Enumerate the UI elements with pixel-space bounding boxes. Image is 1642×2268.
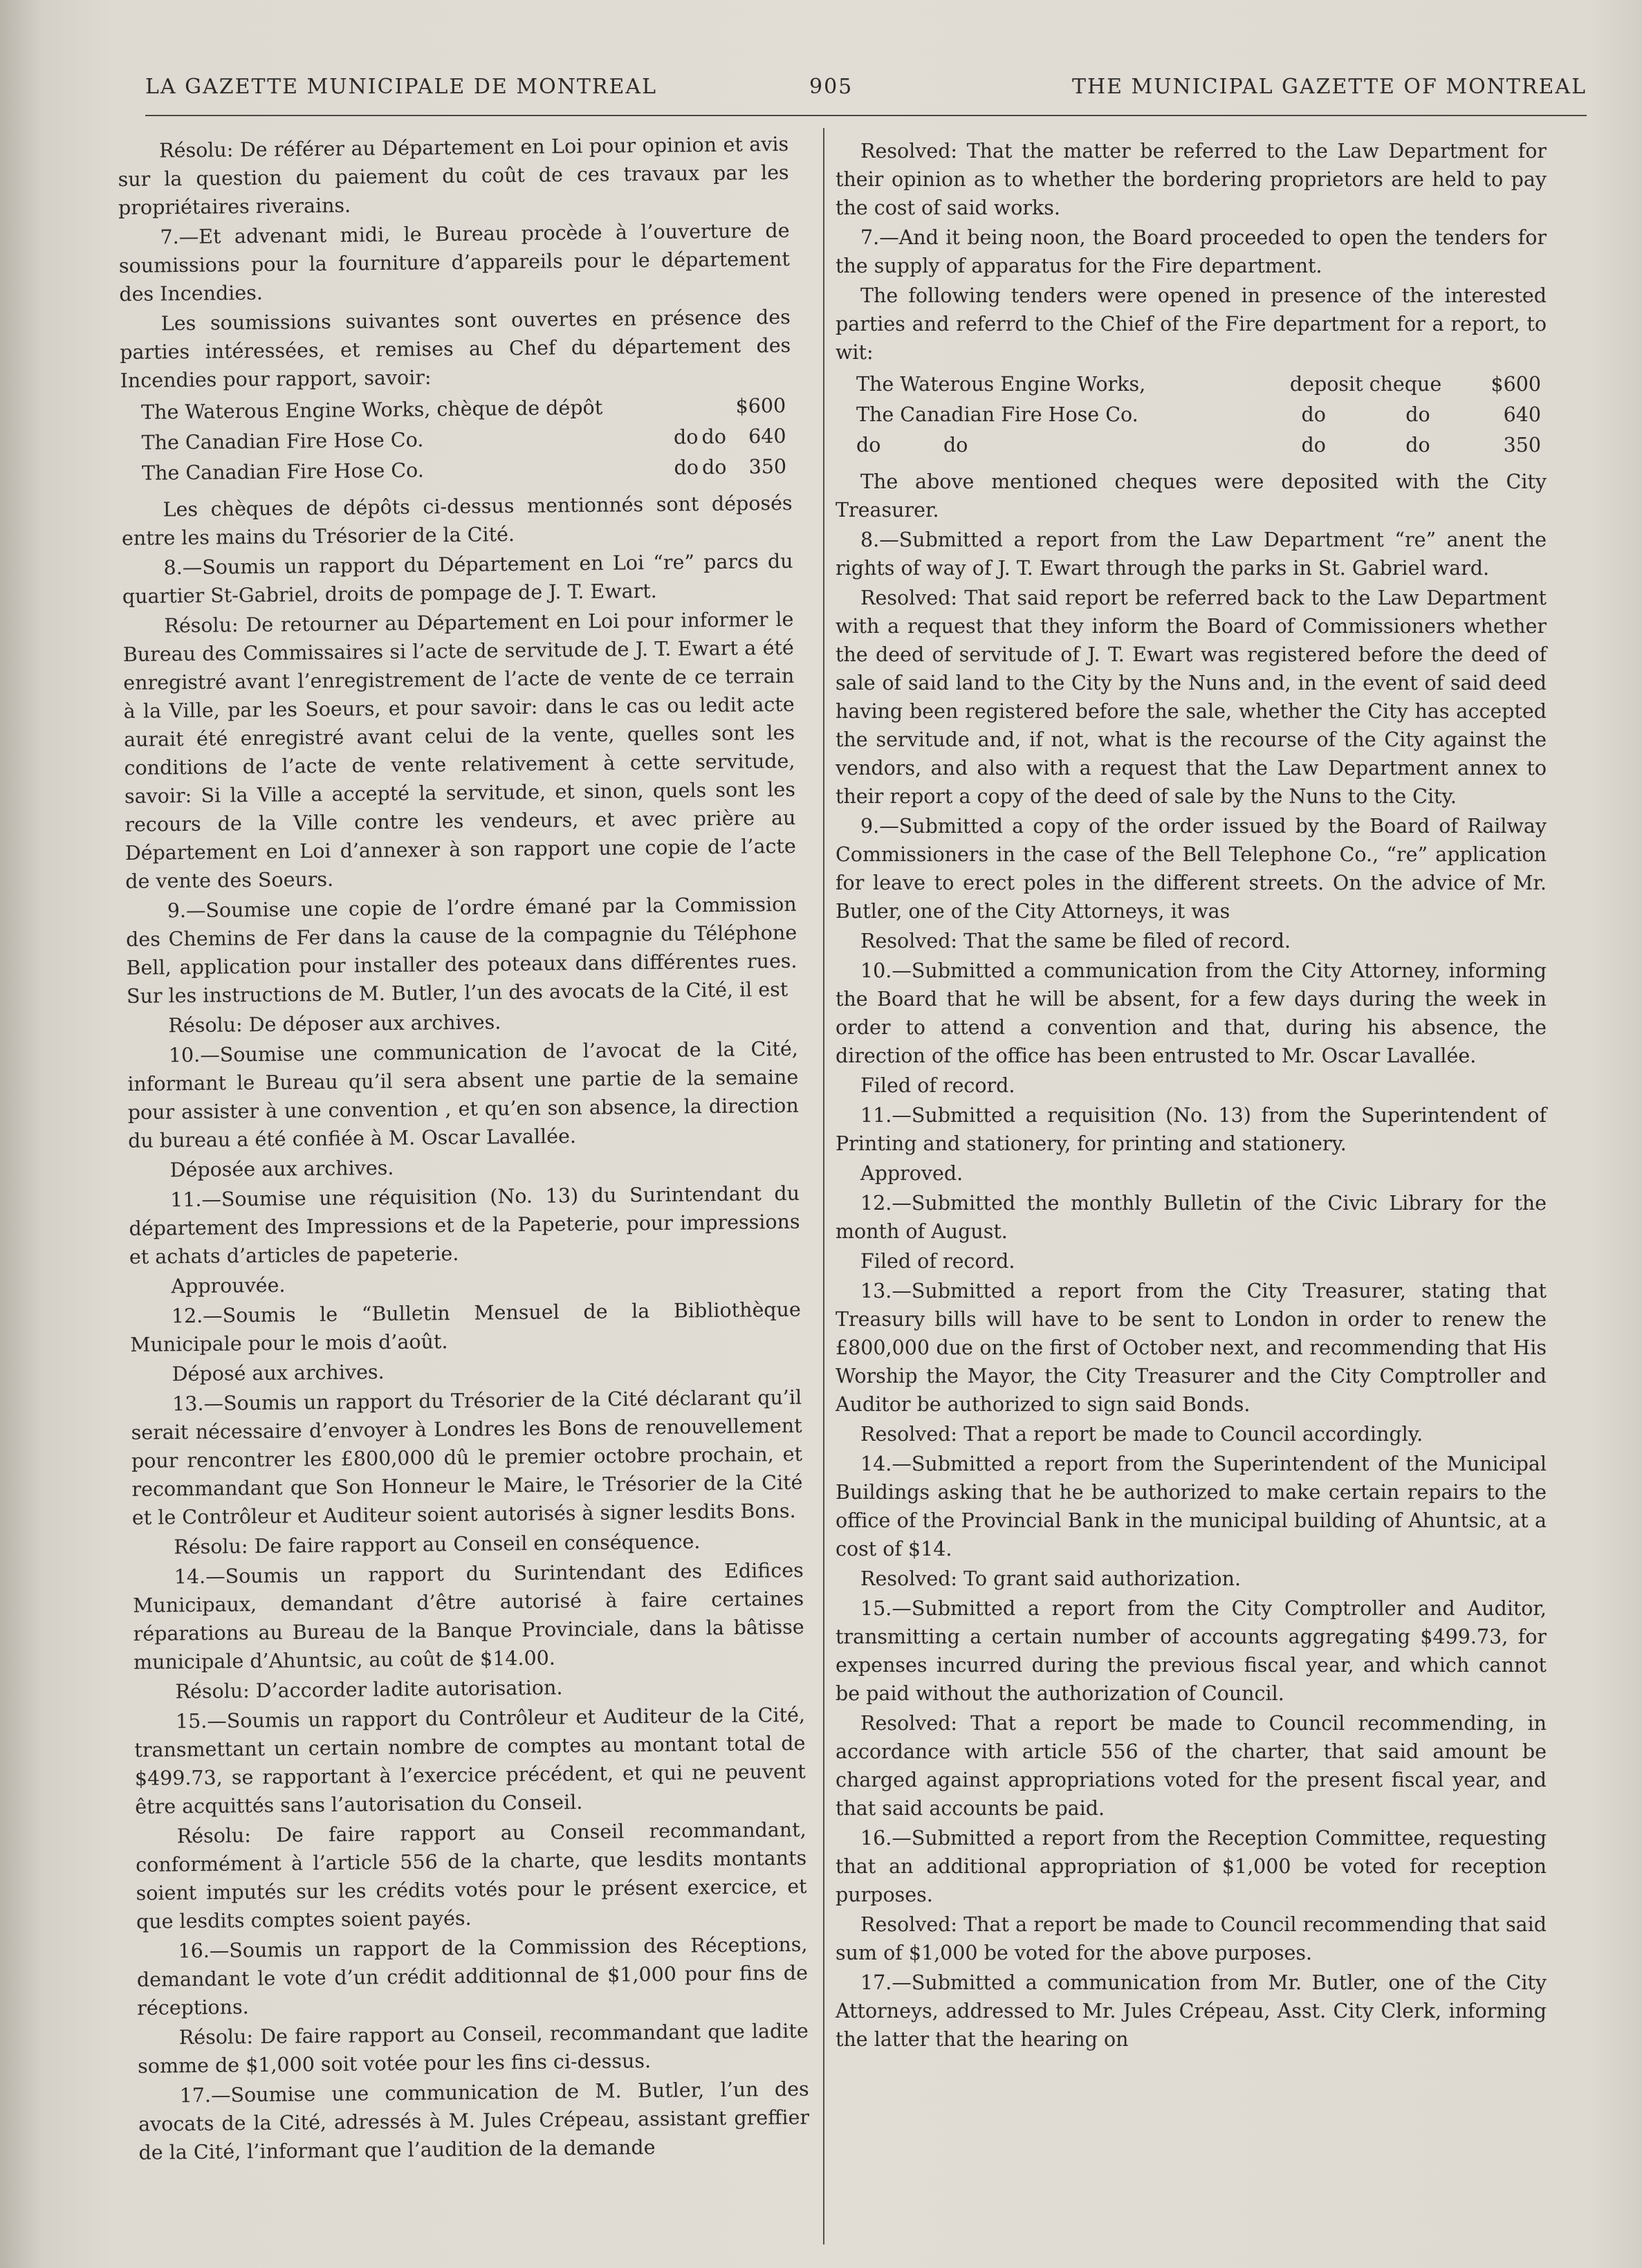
tender-name: The Canadian Fire Hose Co. (856, 403, 1138, 426)
paragraph: 7.—Et advenant midi, le Bureau procède à l’ouverture de soumissions pour la fourniture d’appareils pour le département des Incendies. (118, 219, 791, 306)
paragraph: 9.—Submitted a copy of the order issued by the Board of Railway Commissioners in the case of the Bell Telephone Co., “re” application for leave to erect poles in the different streets. On the advice of Mr. Butler, one of the City Attorneys, it was (836, 815, 1547, 923)
paragraph: Résolu: D’accorder ladite autorisation. (175, 1676, 563, 1704)
paragraph: Résolu: De retourner au Département en Loi pour informer le Bureau des Commissaires si l’acte de servitude de J. T. Ewart a été enregistré avant l’enregistrement de l’acte de vente de ce terrain à la Ville, par les Soeurs, et pour savoir: dans le cas ou ledit acte aurait été enregistré avant celui de la vente, quelles sont les conditions de l’acte de vente relativement à cette servitude, savoir: Si la Ville a accepté la servitude, et sinon, quels sont les recours de la Ville contre les vendeurs, et avec prière au Département en Loi d’annexer à son rapport une copie de l’acte de vente des Soeurs. (122, 607, 796, 893)
paragraph: Les chèques de dépôts ci-dessus mentionnés sont déposés entre les mains du Trésorier de la Cité. (121, 491, 793, 550)
paragraph: 11.—Submitted a requisition (No. 13) from the Superintendent of Printing and stationery, for printing and stationery. (836, 1104, 1547, 1155)
table-row: The Waterous Engine Works, deposit cheque $600 (836, 369, 1547, 400)
paragraph: 8.—Soumis un rapport du Département en Loi “re” parcs du quartier St-Gabriel, droits de pompage de J. T. Ewart. (122, 549, 793, 608)
paragraph: Résolu: De référer au Département en Loi pour opinion et avis sur la question du paiement du coût de ces travaux par les propriétaires riverains. (118, 132, 789, 219)
page-header (145, 75, 1587, 113)
paragraph: 15.—Soumis un rapport du Contrôleur et Auditeur de la Cité, transmettant un certain nombre de comptes au montant total de $499.73, se rapportant à l’exercice précédent, et qui ne peuvent être acquittés sans l’autorisation du Conseil. (134, 1703, 806, 1818)
paragraph: 11.—Soumise une réquisition (No. 13) du Surintendant du département des Impressions et de la Papeterie, pour impressions et achats d’articles de papeterie. (129, 1181, 800, 1269)
paragraph: Resolved: That the matter be referred to the Law Department for their opinion as to whether the bordering proprietors are held to pay the cost of said works. (836, 140, 1547, 219)
french-column (118, 130, 810, 2168)
paragraph: 12.—Soumis le “Bulletin Mensuel de la Bibliothèque Municipale pour le mois d’août. (130, 1298, 801, 1356)
paragraph: Résolu: De déposer aux archives. (168, 1011, 501, 1038)
paragraph: 10.—Submitted a communication from the City Attorney, informing the Board that he will be absent, for a few days during the week in order to attend a convention and that, during his absence, the direction of the office has been entrusted to Mr. Oscar Lavallée. (836, 959, 1547, 1067)
table-row: The Canadian Fire Hose Co. do do 640 (836, 400, 1547, 430)
paragraph: Approuvée. (171, 1273, 286, 1298)
paragraph: 13.—Submitted a report from the City Treasurer, stating that Treasury bills will have to be sent to London in order to renew the £800,000 due on the first of October next, and recommending that His Worship the Mayor, the City Treasurer and the City Comptroller and Auditor be authorized to sign said Bonds. (836, 1280, 1547, 1416)
paragraph: Déposée aux archives. (169, 1156, 394, 1182)
paragraph: Resolved: That said report be referred back to the Law Department with a request that they inform the Board of Commissioners whether the deed of servitude of J. T. Ewart was registered before the deed of sale of said land to the City by the Nuns and, in the event of said deed having been registered before the sale, whether the City has accepted the servitude and, if not, what is the recourse of the City against the vendors, and also with a request that the Law Department annex to their report a copy of the deed of sale by the Nuns to the City. (836, 587, 1547, 808)
paragraph: The following tenders were opened in presence of the interested parties and referrd to the Chief of the Fire department for a report, to wit: (836, 284, 1547, 364)
paragraph: 8.—Submitted a report from the Law Department “re” anent the rights of way of J. T. Ewart through the parks in St. Gabriel ward. (836, 528, 1547, 580)
paragraph: Resolved: That a report be made to Council accordingly. (860, 1423, 1423, 1446)
header-french-title: LA GAZETTE MUNICIPALE DE MONTREAL (145, 75, 658, 99)
paragraph: 7.—And it being noon, the Board proceeded to open the tenders for the supply of apparatus for the Fire department. (836, 226, 1547, 277)
paragraph: 17.—Soumise une communication de M. Butler, l’un des avocats de la Cité, adressés à M. Jules Crépeau, assistant greffier de la Cité, l’informant que l’audition de la demande (138, 2077, 810, 2164)
paragraph: 13.—Soumis un rapport du Trésorier de la Cité déclarant qu’il serait nécessaire d’envoyer à Londres les Bons de renouvellement pour rencontrer les £800,000 dû le premier octobre prochain, et recommandant que Son Honneur le Maire, le Trésorier de la Cité et le Contrôleur et Auditeur soient autorisés à signer lesdits Bons. (131, 1385, 803, 1529)
paragraph: 15.—Submitted a report from the City Comptroller and Auditor, transmitting a certain number of accounts aggregating $499.73, for expenses incurred during the previous fiscal year, and which cannot be paid without the authorization of Council. (836, 1597, 1547, 1705)
paragraph: The above mentioned cheques were deposited with the City Treasurer. (836, 470, 1547, 522)
tender-name: The Canadian Fire Hose Co. (141, 459, 424, 485)
paragraph: Déposé aux archives. (172, 1361, 385, 1386)
tender-amount: 350 (1503, 434, 1541, 457)
paragraph: 16.—Soumis un rapport de la Commission des Réceptions, demandant le vote d’un crédit additionnal de $1,000 pour fins de réceptions. (136, 1933, 809, 2020)
tender-amount: 350 (748, 454, 787, 479)
paragraph: Résolu: De faire rapport au Conseil, recommandant que ladite somme de $1,000 soit votée pour les fins ci-dessus. (138, 2019, 809, 2078)
tender-name: The Canadian Fire Hose Co. (141, 428, 424, 454)
tender-name: do do (856, 434, 968, 457)
paragraph: Filed of record. (860, 1074, 1015, 1097)
paragraph: 9.—Soumise une copie de l’ordre émané par la Commission des Chemins de Fer dans la cause de la compagnie du Téléphone Bell, application pour installer des poteaux dans différentes rues. Sur les instructions de M. Butler, l’un des avocats de la Cité, il est (125, 892, 797, 1008)
column-divider (823, 128, 824, 2244)
paragraph: Resolved: That the same be filed of record. (860, 930, 1291, 952)
english-column (836, 137, 1547, 2055)
paragraph: Résolu: De faire rapport au Conseil recommandant, conformément à l’article 556 de la charte, que lesdits montants soient imputés sur les crédits votés pour le présent exercice, et que lesdits comptes soient payés. (135, 1818, 807, 1933)
paragraph: 12.—Submitted the monthly Bulletin of the Civic Library for the month of August. (836, 1192, 1547, 1243)
tender-name: The Waterous Engine Works, (856, 373, 1146, 396)
table-row: do do do do 350 (836, 430, 1547, 461)
tender-amount: $600 (735, 394, 786, 418)
tender-amount: 640 (1503, 403, 1541, 426)
page-number: 905 (809, 75, 854, 99)
tender-amount: $600 (1491, 373, 1541, 396)
table-row: The Canadian Fire Hose Co. do do 350 (121, 452, 792, 489)
tenders-table (120, 391, 792, 489)
paragraph: Filed of record. (860, 1250, 1015, 1273)
paragraph: Resolved: That a report be made to Council recommending that said sum of $1,000 be voted for the above purposes. (836, 1913, 1547, 1964)
paragraph: 14.—Soumis un rapport du Surintendant des Edifices Municipaux, demandant d’être autorisé à faire certaines réparations au Bureau de la Banque Provinciale, dans la bâtisse municipale d’Ahuntsic, au coût de $14.00. (133, 1558, 804, 1674)
tender-name: The Waterous Engine Works, chèque de dépôt (140, 396, 603, 424)
paragraph: Résolu: De faire rapport au Conseil en conséquence. (174, 1530, 701, 1559)
table-row: The Canadian Fire Hose Co. do do 640 (120, 421, 791, 459)
paragraph: Les soumissions suivantes sont ouvertes en présence des parties intéressées, et remises au Chef du département des Incendies pour rapport, savoir: (120, 305, 791, 392)
tender-amount: 640 (748, 424, 786, 448)
paragraph: 17.—Submitted a communication from Mr. Butler, one of the City Attorneys, addressed to Mr. Jules Crépeau, Asst. City Clerk, informing the latter that the hearing on (836, 1971, 1547, 2051)
tenders-table (836, 369, 1547, 461)
header-english-title: THE MUNICIPAL GAZETTE OF MONTREAL (1071, 75, 1587, 99)
paragraph: 16.—Submitted a report from the Reception Committee, requesting that an additional appropriation of $1,000 be voted for reception purposes. (836, 1827, 1547, 1906)
paragraph: Resolved: That a report be made to Council recommending, in accordance with article 556 of the charter, that said amount be charged against appropriations voted for the present fiscal year, and that said accounts be paid. (836, 1712, 1547, 1820)
paragraph: 10.—Soumise une communication de l’avocat de la Cité, informant le Bureau qu’il sera absent une partie de la semaine pour assister à une convention , et qu’en son absence, la direction du bureau a été confiée à M. Oscar Lavallée. (127, 1037, 799, 1152)
paragraph: Resolved: To grant said authorization. (860, 1567, 1242, 1590)
header-rule (145, 115, 1587, 116)
paragraph: 14.—Submitted a report from the Superintendent of the Municipal Buildings asking that he be authorized to make certain repairs to the office of the Provincial Bank in the municipal building of Ahuntsic, at a cost of $14. (836, 1453, 1547, 1560)
paragraph: Approved. (860, 1162, 963, 1185)
